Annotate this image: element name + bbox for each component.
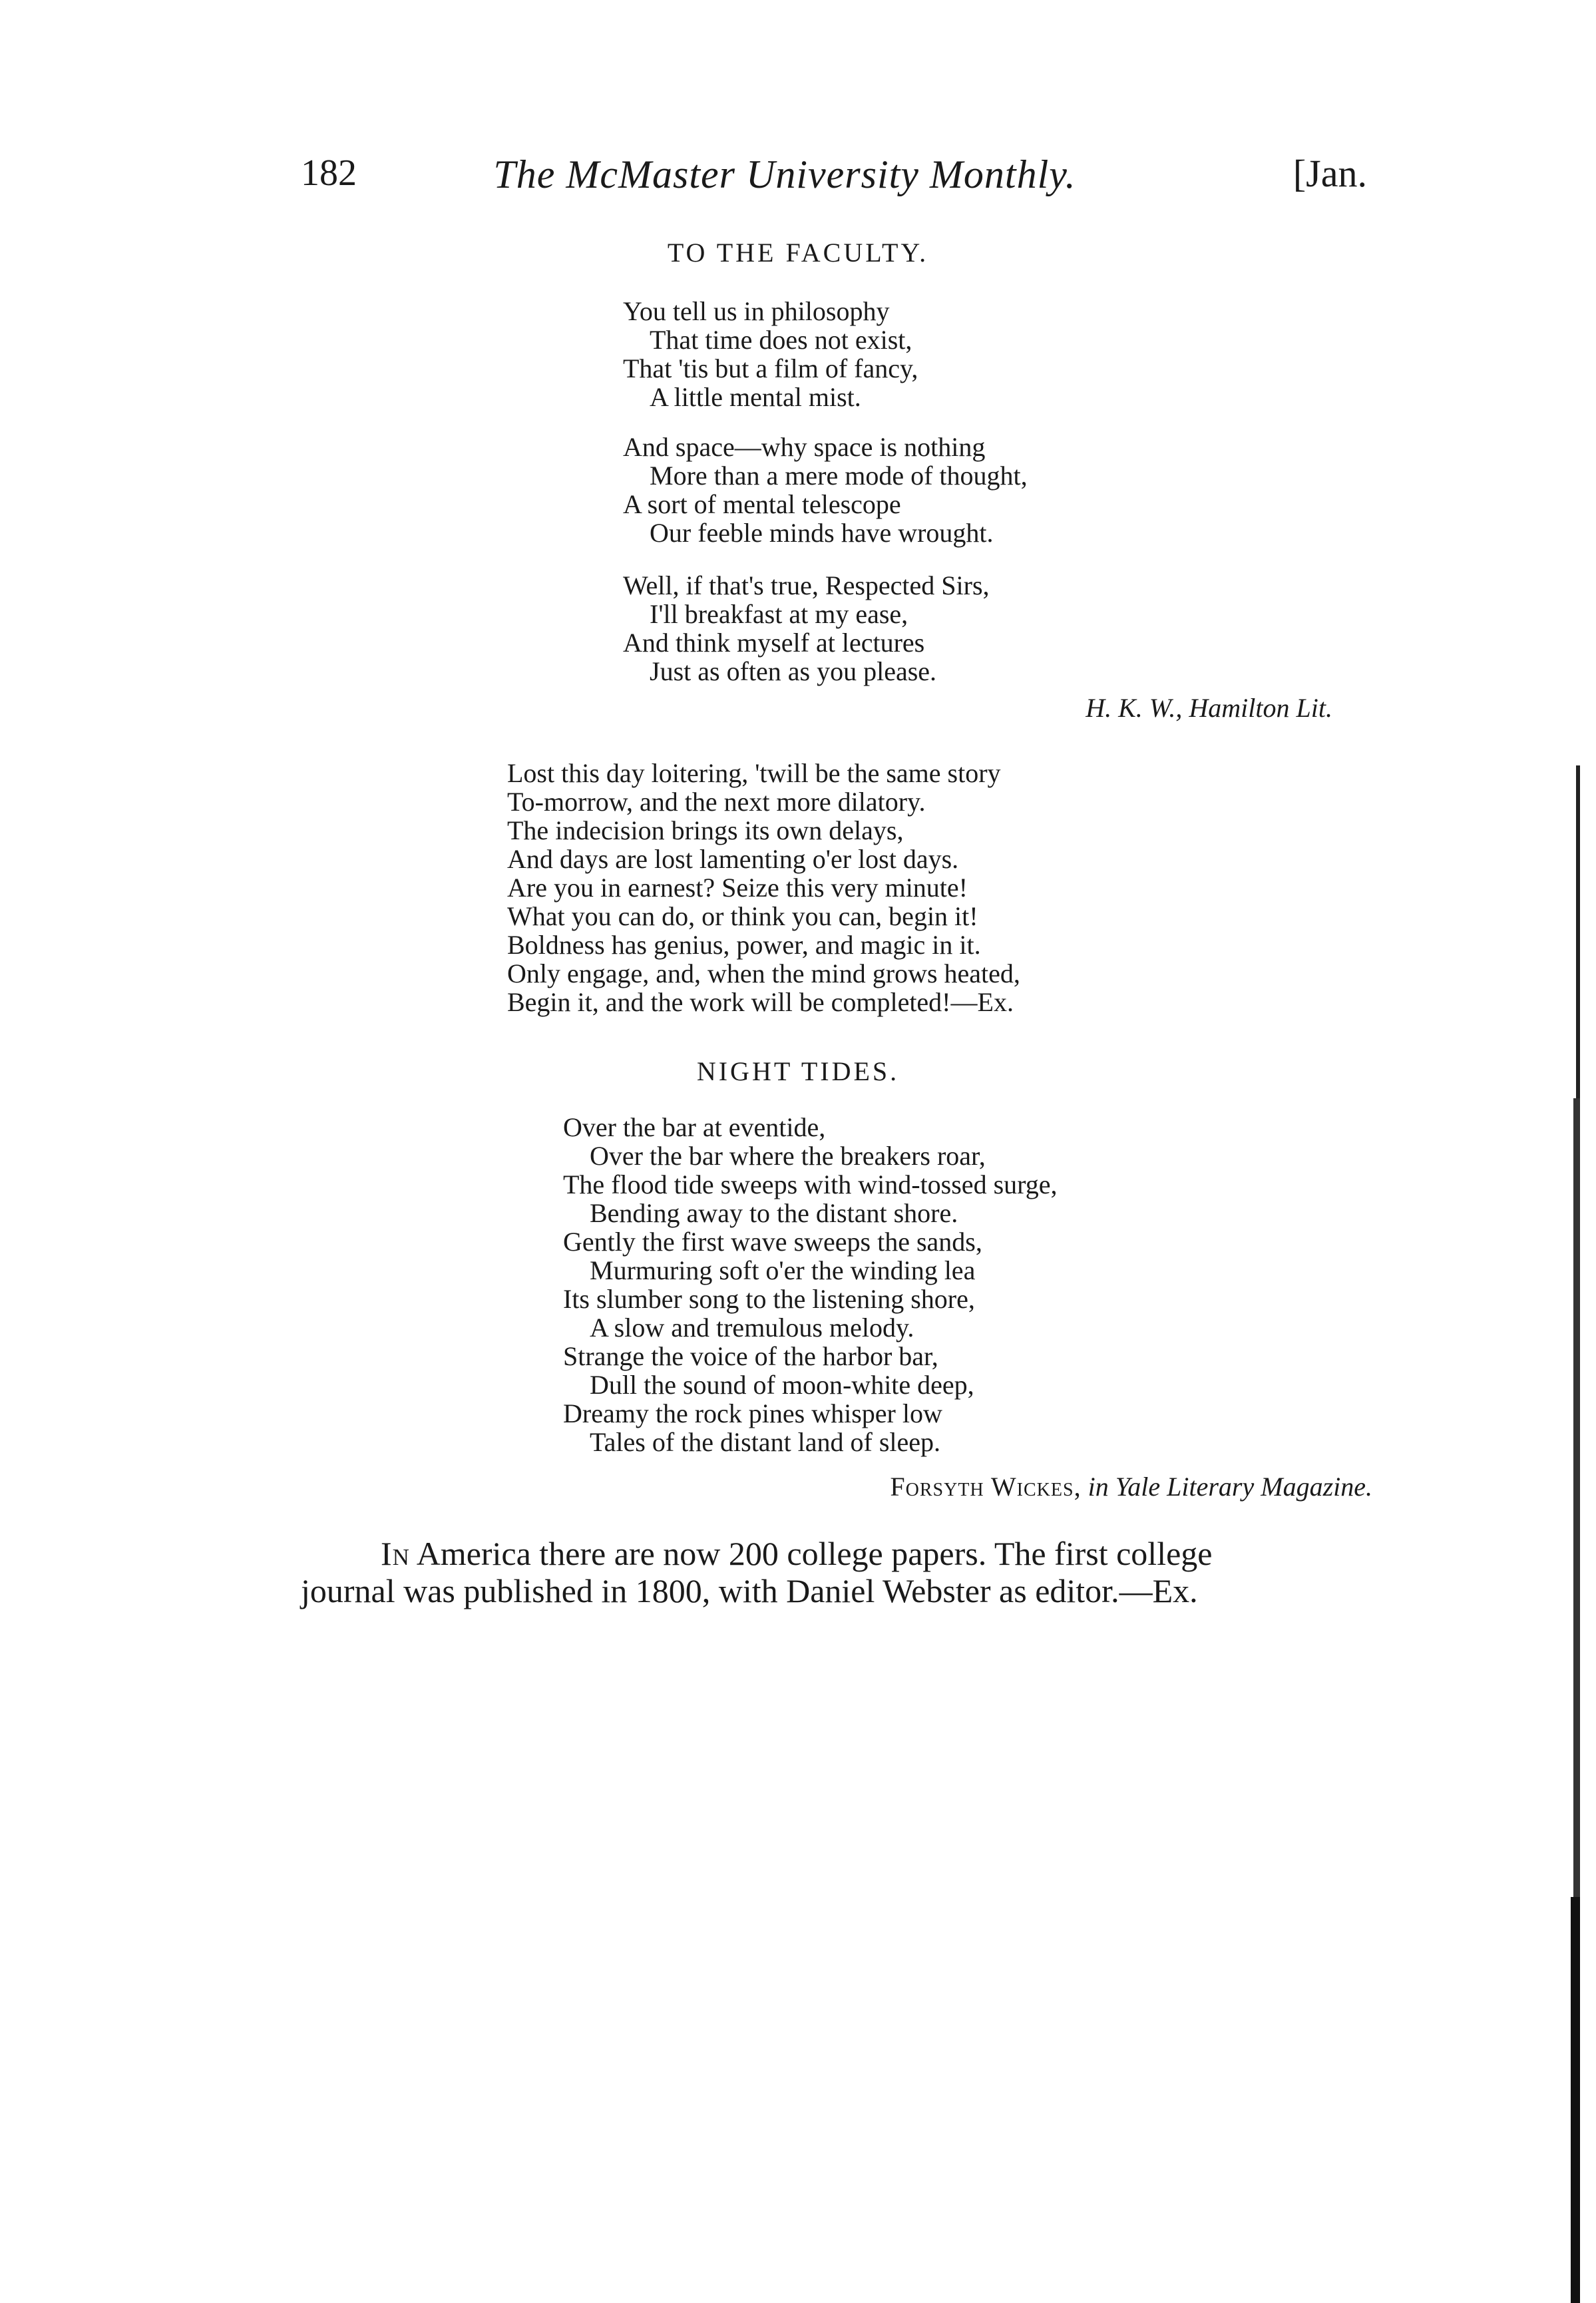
poem-line: Gently the first wave sweeps the sands, xyxy=(563,1227,982,1257)
poem-line: Its slumber song to the listening shore, xyxy=(563,1284,975,1314)
poem1-stanza-1 xyxy=(623,297,918,411)
poem-line: The flood tide sweeps with wind-tossed surge, xyxy=(563,1169,1058,1199)
college-papers-note xyxy=(301,1535,1366,1609)
poem-line: Bending away to the distant shore. xyxy=(590,1198,958,1228)
note-line-2: journal was published in 1800, with Daniel Webster as editor.—Ex. xyxy=(301,1572,1198,1609)
poem3-attribution-source: in Yale Literary Magazine. xyxy=(1088,1472,1372,1502)
poem-line: Dreamy the rock pines whisper low xyxy=(563,1398,942,1428)
poem-line: That time does not exist, xyxy=(650,325,912,355)
poem-line: And space—why space is nothing xyxy=(623,432,986,462)
poem3-stanza xyxy=(563,1113,1057,1456)
poem-line: Are you in earnest? Seize this very minute! xyxy=(507,873,968,903)
poem-line: More than a mere mode of thought, xyxy=(650,461,1028,491)
poem-line: Murmuring soft o'er the winding lea xyxy=(590,1255,976,1285)
poem1-stanza-2 xyxy=(623,433,1028,547)
poem-title-night-tides: NIGHT TIDES. xyxy=(696,1056,900,1086)
poem-line: A sort of mental telescope xyxy=(623,489,901,519)
poem-line: Strange the voice of the harbor bar, xyxy=(563,1341,938,1371)
note-line-1 xyxy=(301,1535,1366,1572)
note-first-word: In xyxy=(381,1535,410,1572)
poem2-stanza xyxy=(507,759,1020,1016)
poem-line: A slow and tremulous melody. xyxy=(590,1313,914,1343)
poem-line: And think myself at lectures xyxy=(623,628,925,658)
running-title-text: The McMaster University Monthly. xyxy=(493,152,1076,196)
poem-line: You tell us in philosophy xyxy=(623,296,890,326)
poem-line: Lost this day loitering, 'twill be the same story xyxy=(507,758,1001,788)
poem-line: What you can do, or think you can, begin it! xyxy=(507,901,978,931)
poem-line: Over the bar where the breakers roar, xyxy=(590,1141,986,1171)
poem-line: Over the bar at eventide, xyxy=(563,1112,826,1142)
poem-line: A little mental mist. xyxy=(650,382,861,412)
poem-line: I'll breakfast at my ease, xyxy=(650,599,908,629)
poem-line: Only engage, and, when the mind grows heated, xyxy=(507,958,1020,988)
poem-line: Our feeble minds have wrought. xyxy=(650,518,994,548)
page-number: 182 xyxy=(301,152,357,194)
binding-shadow xyxy=(1556,765,1596,2303)
poem-line: Boldness has genius, power, and magic in it. xyxy=(507,930,981,960)
issue-month: [Jan. xyxy=(1293,152,1367,195)
poem1-stanza-3 xyxy=(623,571,990,686)
poem-line: To-morrow, and the next more dilatory. xyxy=(507,787,926,817)
poem-line: That 'tis but a film of fancy, xyxy=(623,353,918,383)
poem-line: The indecision brings its own delays, xyxy=(507,815,904,845)
poem1-attribution: H. K. W., Hamilton Lit. xyxy=(1086,693,1332,723)
note-line-1-text: America there are now 200 college papers. The first college xyxy=(416,1535,1213,1572)
poem3-attribution xyxy=(890,1471,1372,1502)
poem-line: Well, if that's true, Respected Sirs, xyxy=(623,570,990,600)
poem-line: Just as often as you please. xyxy=(650,656,937,686)
poem3-attribution-author: Forsyth Wickes, xyxy=(890,1472,1082,1502)
poem-line: Tales of the distant land of sleep. xyxy=(590,1427,941,1457)
poem-line: Begin it, and the work will be completed!—Ex. xyxy=(507,987,1014,1017)
poem-title-to-the-faculty: TO THE FACULTY. xyxy=(667,238,929,268)
poem-line: And days are lost lamenting o'er lost days. xyxy=(507,844,959,874)
poem-line: Dull the sound of moon-white deep, xyxy=(590,1370,974,1400)
